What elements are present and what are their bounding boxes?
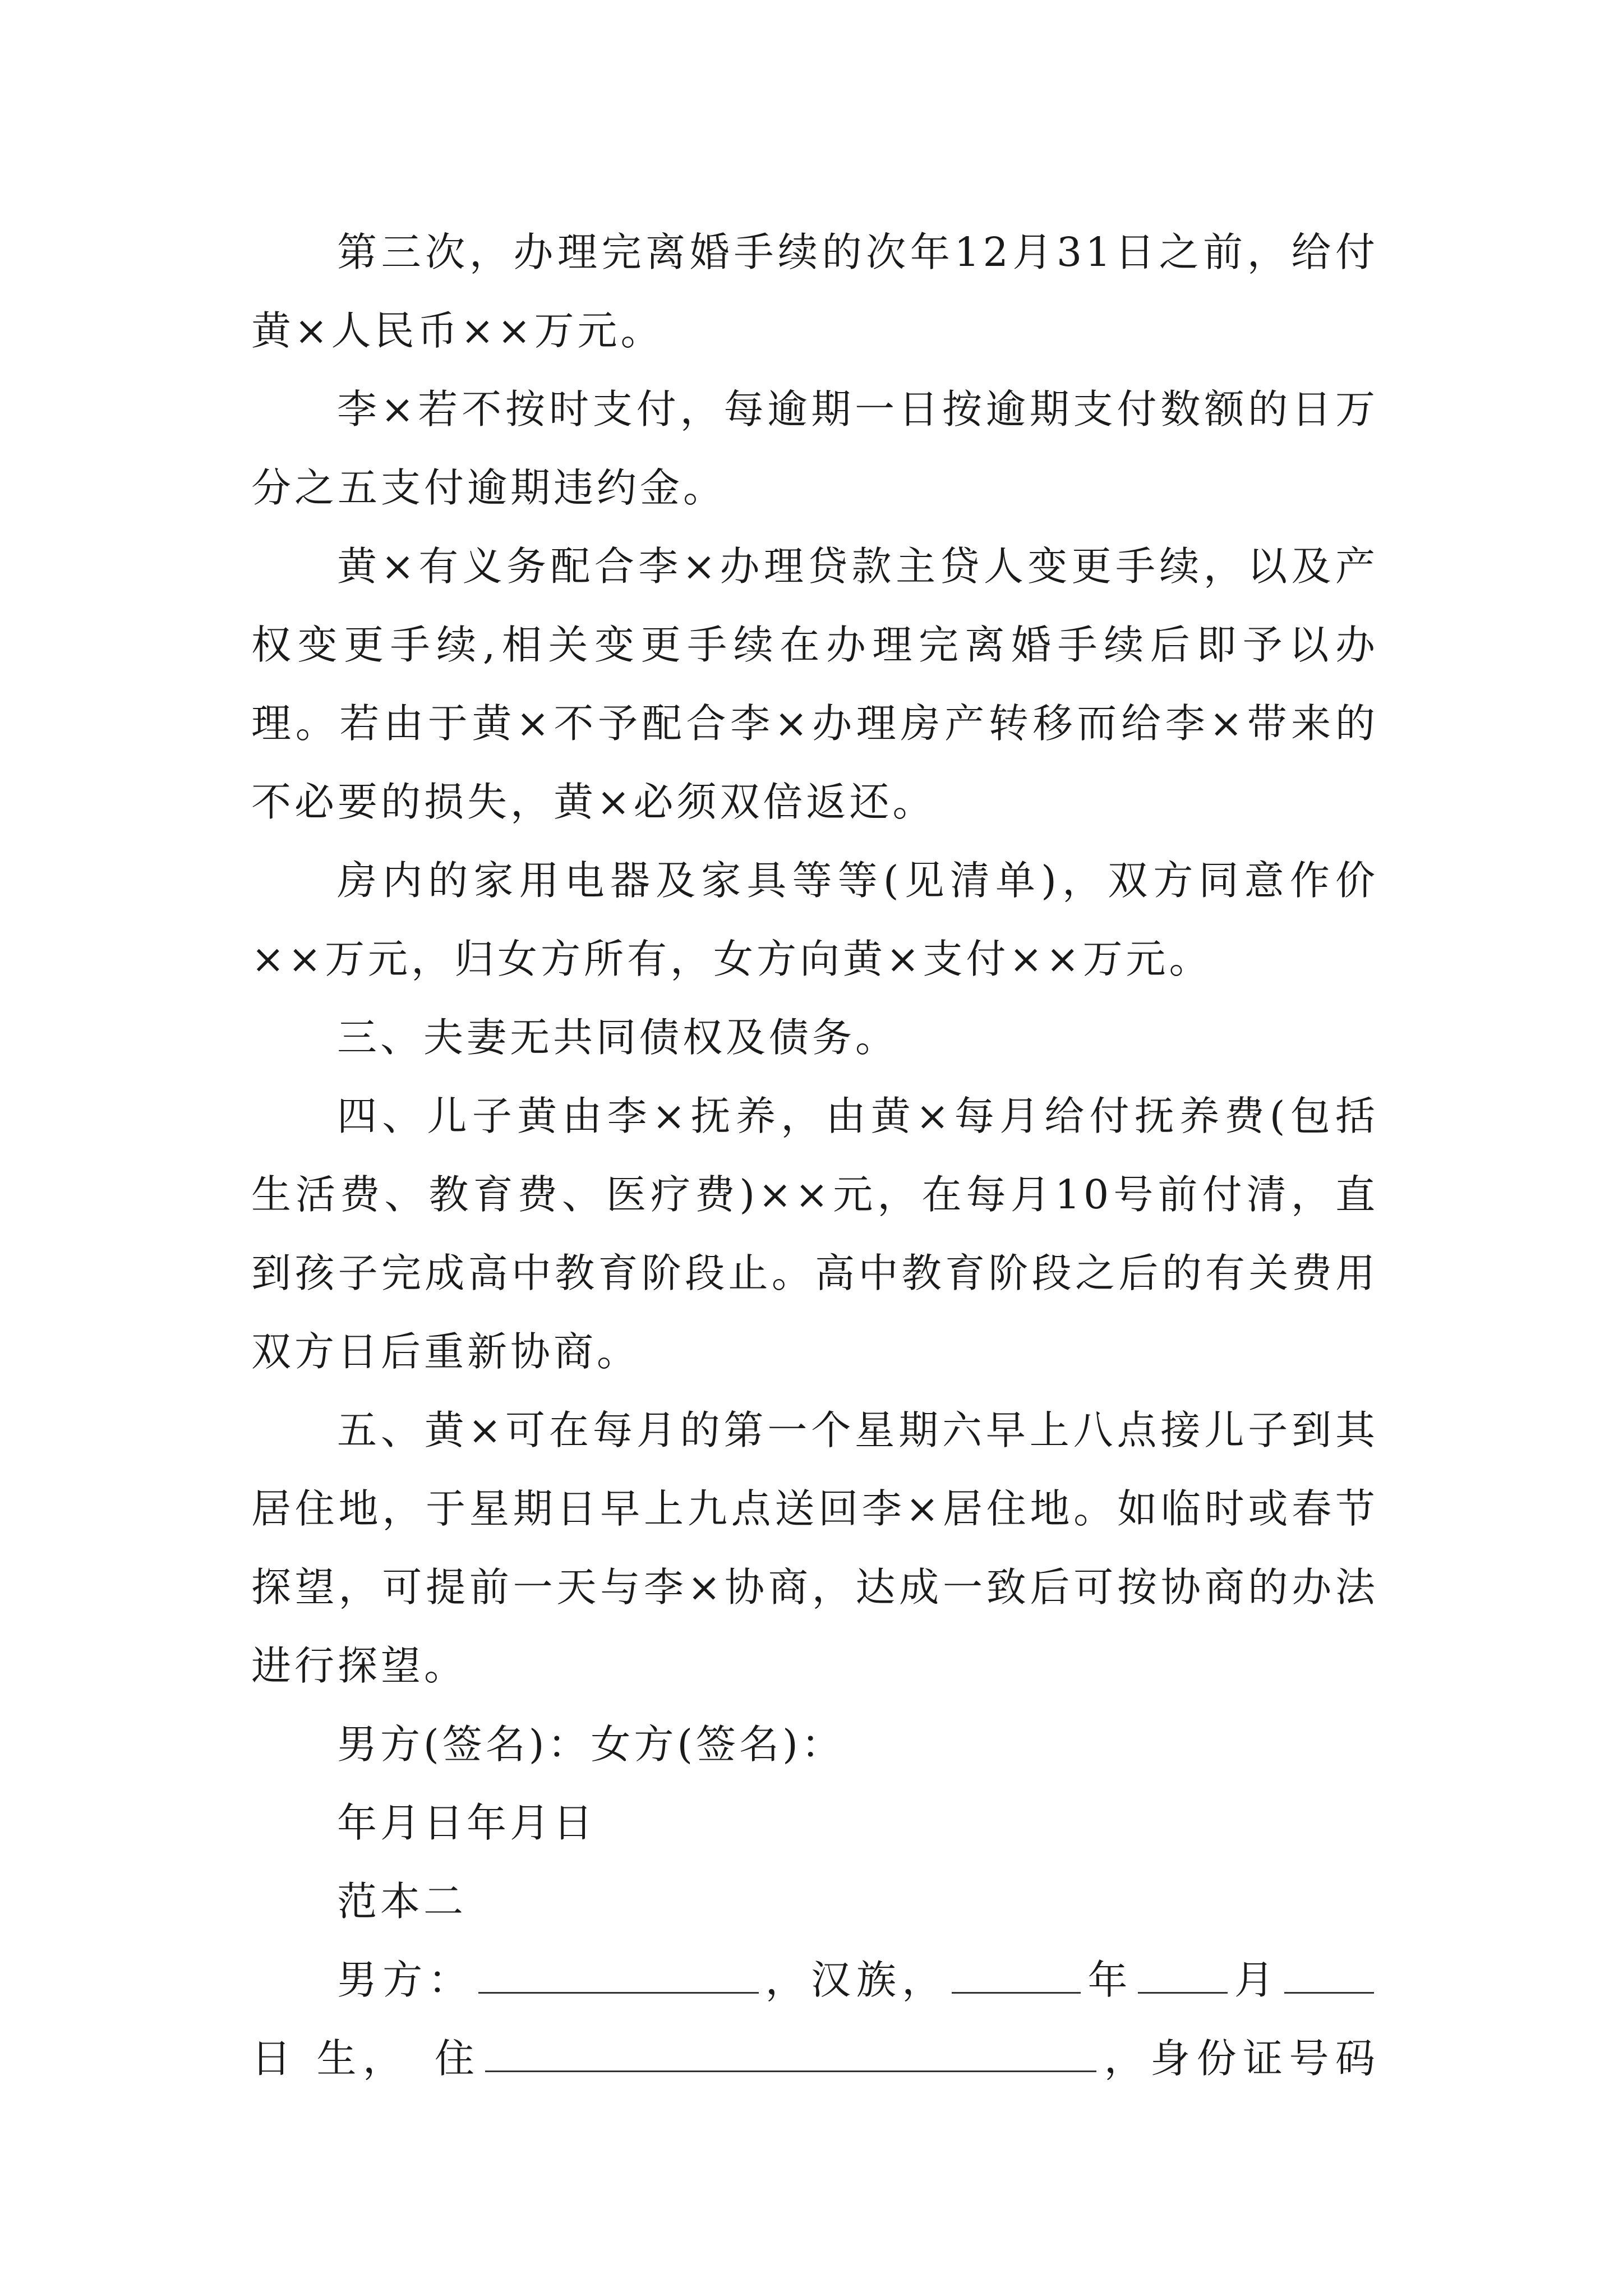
year-blank [952, 1953, 1081, 1994]
address-blank [485, 2031, 1096, 2072]
month-label: 月 [1232, 1957, 1280, 2003]
live-label: 住 [431, 2035, 481, 2082]
month-blank [1138, 1953, 1228, 1994]
male-label: 男方： [337, 1957, 474, 2003]
form-line-male [251, 1941, 1378, 2098]
paragraph-payment-third: 第三次，办理完离婚手续的次年12月31日之前，给付黄×人民币××万元。 [251, 229, 1378, 354]
paragraph-late-penalty: 李×若不按时支付，每逾期一日按逾期支付数额的日万分之五支付逾期违约金。 [251, 386, 1378, 511]
paragraph-loan-transfer: 黄×有义务配合李×办理贷款主贷人变更手续，以及产权变更手续,相关变更手续在办理完离婚手续后即予以办理。若由于黄×不予配合李×办理房产转移而给李×带来的不必要的损失，黄×必须双倍返还。 [251, 543, 1378, 825]
signature-line: 男方(签名)：女方(签名)： [337, 1721, 845, 1768]
document-body [251, 213, 1378, 2098]
ethnicity-label: ，汉族， [763, 1957, 948, 2003]
day-label: 日 [251, 2035, 298, 2082]
name-blank [478, 1953, 759, 1994]
paragraph-appliances: 房内的家用电器及家具等等(见清单)，双方同意作价××万元，归女方所有，女方向黄×支付××万元。 [251, 857, 1378, 982]
day-blank [1284, 1953, 1374, 1994]
born-label: 生， [316, 2035, 409, 2082]
template-two-heading: 范本二 [337, 1878, 467, 1925]
date-line: 年月日年月日 [337, 1800, 597, 1846]
paragraph-debts: 三、夫妻无共同债权及债务。 [337, 1014, 899, 1061]
paragraph-child-support: 四、儿子黄由李×抚养，由黄×每月给付抚养费(包括生活费、教育费、医疗费)××元，在每月10号前付清，直到孩子完成高中教育阶段止。高中教育阶段之后的有关费用双方日后重新协商。 [251, 1093, 1378, 1375]
year-label: 年 [1085, 1957, 1133, 2003]
paragraph-visitation: 五、黄×可在每月的第一个星期六早上八点接儿子到其居住地，于星期日早上九点送回李×居住地。如临时或春节探望，可提前一天与李×协商，达成一致后可按协商的办法进行探望。 [251, 1407, 1378, 1689]
id-label: ，身份证号码 [1101, 2035, 1378, 2082]
